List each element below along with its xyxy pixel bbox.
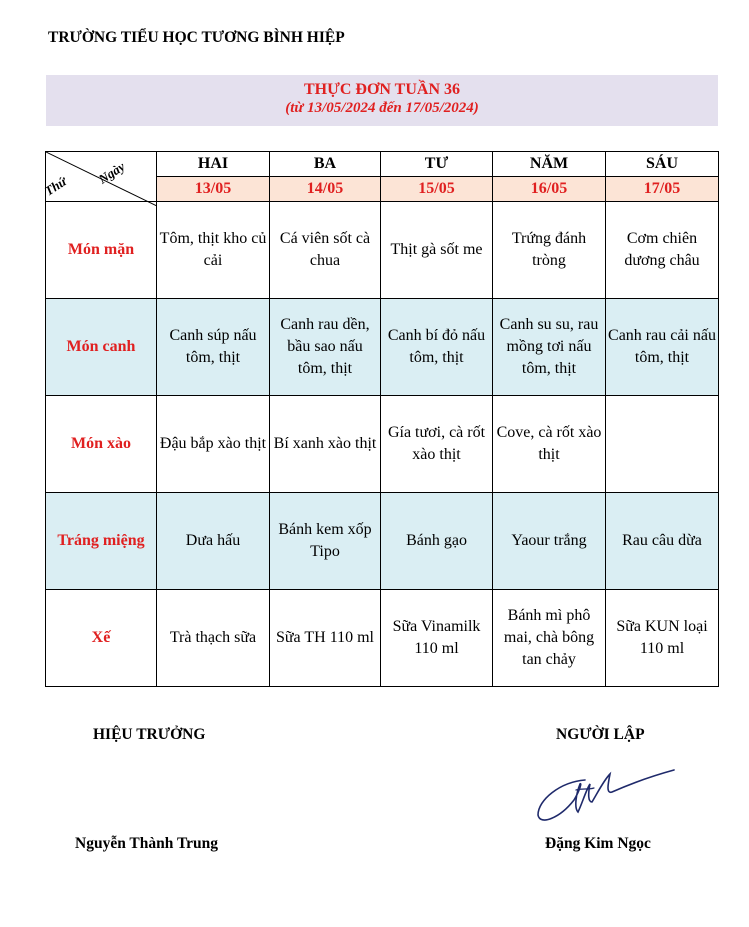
menu-cell: Sữa TH 110 ml bbox=[270, 590, 381, 687]
date-header: 13/05 bbox=[157, 177, 270, 202]
table-row bbox=[46, 202, 719, 299]
menu-cell: Yaour trắng bbox=[493, 493, 606, 590]
menu-banner bbox=[46, 75, 718, 126]
date-header: 15/05 bbox=[381, 177, 493, 202]
school-name: TRƯỜNG TIỂU HỌC TƯƠNG BÌNH HIỆP bbox=[48, 29, 345, 46]
principal-name: Nguyễn Thành Trung bbox=[75, 835, 219, 852]
day-header: HAI bbox=[157, 152, 270, 177]
corner-label-ngay: Ngày bbox=[95, 158, 128, 187]
row-label: Món mặn bbox=[46, 202, 157, 299]
menu-cell: Canh súp nấu tôm, thịt bbox=[157, 299, 270, 396]
header-corner-cell bbox=[41, 152, 157, 202]
menu-cell: Bí xanh xào thịt bbox=[270, 396, 381, 493]
menu-cell: Dưa hấu bbox=[157, 493, 270, 590]
menu-cell: Tôm, thịt kho củ cải bbox=[157, 202, 270, 299]
menu-cell bbox=[606, 396, 719, 493]
menu-cell: Trứng đánh tròng bbox=[493, 202, 606, 299]
menu-cell: Cá viên sốt cà chua bbox=[270, 202, 381, 299]
date-header: 17/05 bbox=[606, 177, 719, 202]
weekly-menu-table bbox=[41, 151, 719, 687]
menu-cell: Sữa KUN loại 110 ml bbox=[606, 590, 719, 687]
menu-cell: Bánh gạo bbox=[381, 493, 493, 590]
row-label: Xế bbox=[46, 590, 157, 687]
table-row bbox=[46, 493, 719, 590]
table-row bbox=[46, 299, 719, 396]
menu-cell: Cơm chiên dương châu bbox=[606, 202, 719, 299]
row-label: Tráng miệng bbox=[46, 493, 157, 590]
menu-cell: Canh rau cải nấu tôm, thịt bbox=[606, 299, 719, 396]
menu-cell: Canh bí đỏ nấu tôm, thịt bbox=[381, 299, 493, 396]
date-header: 14/05 bbox=[270, 177, 381, 202]
menu-cell: Gía tươi, cà rốt xào thịt bbox=[381, 396, 493, 493]
table-row bbox=[46, 396, 719, 493]
menu-cell: Canh rau dền, bầu sao nấu tôm, thịt bbox=[270, 299, 381, 396]
day-header: NĂM bbox=[493, 152, 606, 177]
menu-cell: Đậu bắp xào thịt bbox=[157, 396, 270, 493]
table-row bbox=[46, 590, 719, 687]
menu-cell: Rau câu dừa bbox=[606, 493, 719, 590]
menu-cell: Cove, cà rốt xào thịt bbox=[493, 396, 606, 493]
menu-cell: Canh su su, rau mồng tơi nấu tôm, thịt bbox=[493, 299, 606, 396]
menu-cell: Bánh kem xốp Tipo bbox=[270, 493, 381, 590]
day-header: TƯ bbox=[381, 152, 493, 177]
preparer-name: Đặng Kim Ngọc bbox=[545, 835, 651, 852]
row-label: Món xào bbox=[46, 396, 157, 493]
corner-label-thu: Thứ bbox=[41, 173, 70, 199]
preparer-title: NGƯỜI LẬP bbox=[556, 726, 645, 743]
row-label: Món canh bbox=[46, 299, 157, 396]
principal-title: HIỆU TRƯỞNG bbox=[93, 726, 206, 743]
menu-cell: Bánh mì phô mai, chà bông tan chảy bbox=[493, 590, 606, 687]
menu-title: THỰC ĐƠN TUẦN 36 bbox=[303, 81, 460, 98]
menu-date-range: (từ 13/05/2024 đến 17/05/2024) bbox=[285, 100, 479, 116]
day-header: SÁU bbox=[606, 152, 719, 177]
handwritten-signature bbox=[530, 760, 680, 830]
menu-cell: Sữa Vinamilk 110 ml bbox=[381, 590, 493, 687]
day-header: BA bbox=[270, 152, 381, 177]
date-header: 16/05 bbox=[493, 177, 606, 202]
menu-cell: Trà thạch sữa bbox=[157, 590, 270, 687]
menu-cell: Thịt gà sốt me bbox=[381, 202, 493, 299]
